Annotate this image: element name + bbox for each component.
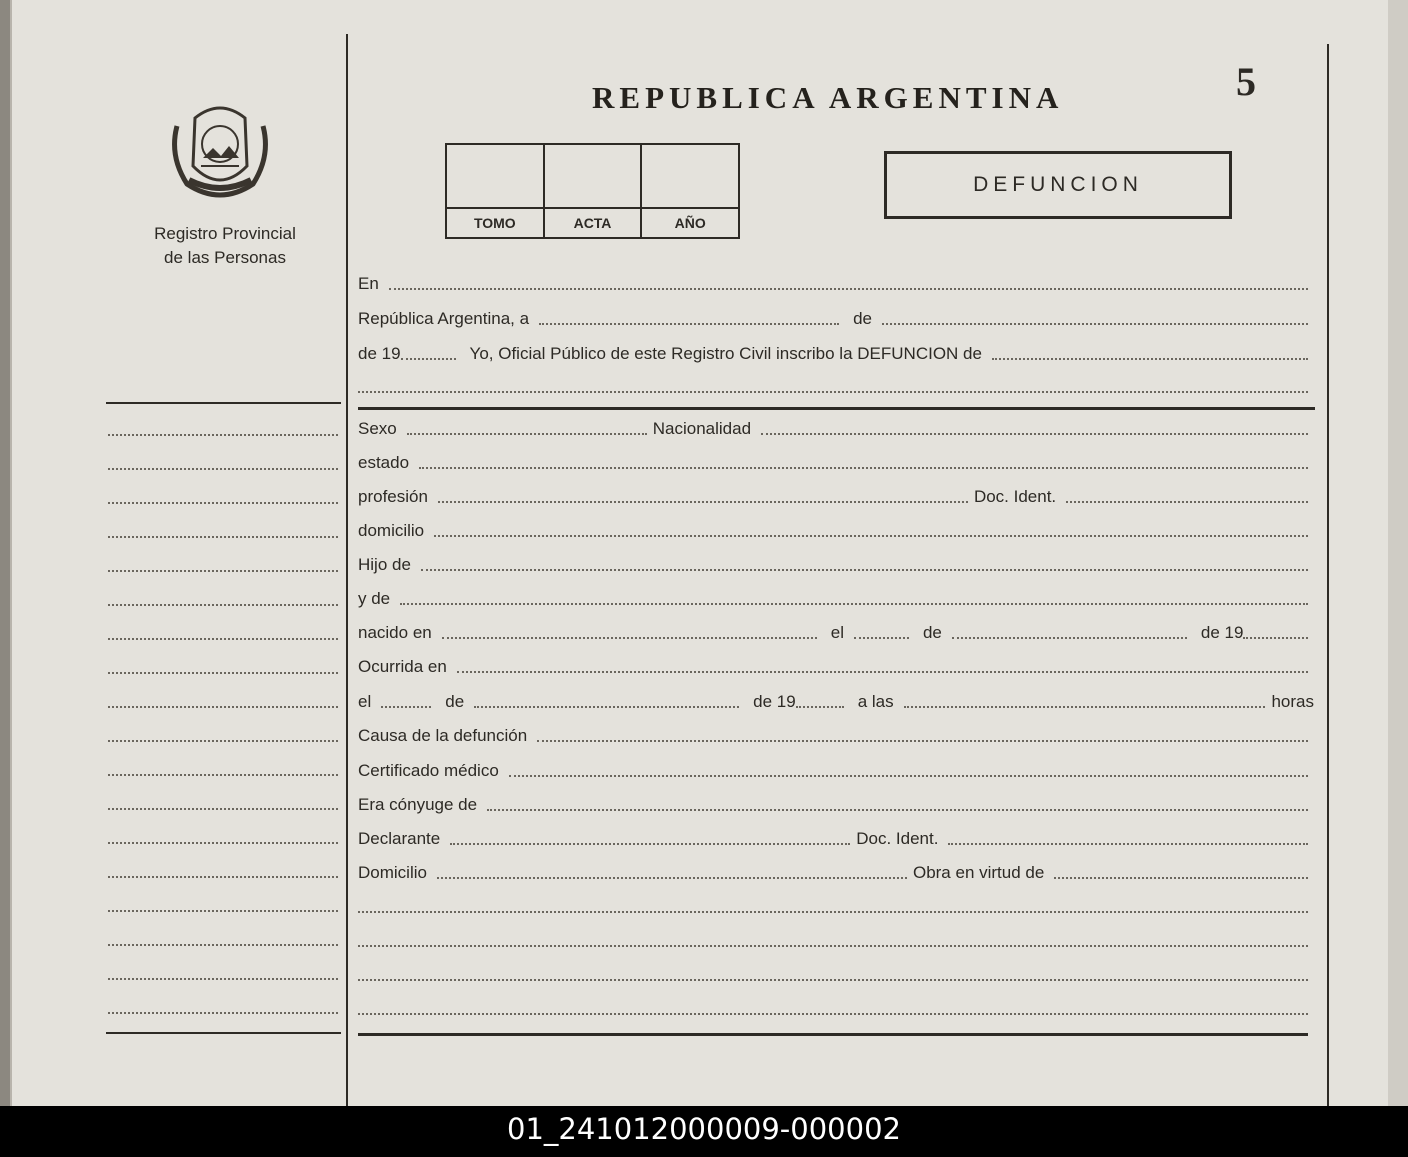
- declarante-doc-field[interactable]: [948, 843, 1308, 845]
- ocurrida-row: [358, 653, 1314, 681]
- nacido-en-label: nacido en: [358, 623, 432, 642]
- margin-line[interactable]: [108, 808, 338, 810]
- nacionalidad-label: Nacionalidad: [652, 419, 752, 438]
- margin-line[interactable]: [108, 502, 338, 504]
- intro-en-row: [358, 270, 1314, 298]
- margin-line[interactable]: [108, 1012, 338, 1014]
- obra-label: Obra en virtud de: [912, 863, 1045, 882]
- y-de-label: y de: [358, 589, 391, 608]
- doc-ident-label: Doc. Ident.: [973, 487, 1057, 506]
- margin-line[interactable]: [108, 536, 338, 538]
- ocurrida-en-label: Ocurrida en: [358, 657, 447, 676]
- y-de-field[interactable]: [400, 603, 1308, 605]
- horas-label: horas: [1271, 692, 1314, 711]
- margin-line[interactable]: [108, 706, 338, 708]
- birth-day-field[interactable]: [854, 637, 909, 639]
- certificado-row: [358, 757, 1314, 785]
- deceased-name-continuation-field[interactable]: [358, 391, 1308, 393]
- margin-line[interactable]: [108, 910, 338, 912]
- en-field[interactable]: [389, 288, 1308, 290]
- image-caption: 01_241012000009-000002: [0, 1106, 1408, 1157]
- doc-ident-field[interactable]: [1066, 501, 1308, 503]
- blank-row: [358, 893, 1314, 921]
- margin-line[interactable]: [108, 978, 338, 980]
- declarante-label: Declarante: [358, 829, 441, 848]
- de-label: de: [922, 623, 942, 642]
- estado-label: estado: [358, 453, 410, 472]
- hijo-de-field[interactable]: [421, 569, 1308, 571]
- de-19-label: de 19: [1200, 623, 1244, 642]
- death-day-field[interactable]: [381, 706, 431, 708]
- conyuge-label: Era cónyuge de: [358, 795, 478, 814]
- hijo-de-row: [358, 551, 1314, 579]
- nacido-row: [358, 619, 1314, 647]
- margin-line[interactable]: [108, 774, 338, 776]
- causa-label: Causa de la defunción: [358, 726, 528, 745]
- province-seal-icon: [165, 96, 275, 206]
- certificado-field[interactable]: [509, 775, 1308, 777]
- intro-continuation-row: [358, 373, 1314, 401]
- year-prefix-label: de 19: [358, 344, 401, 363]
- republica-label: República Argentina, a: [358, 309, 530, 328]
- blank-row: [358, 995, 1314, 1023]
- domicilio-row: [358, 517, 1314, 545]
- record-boxes: [445, 143, 740, 239]
- margin-line[interactable]: [108, 876, 338, 878]
- de-19-label: de 19: [753, 692, 796, 711]
- obra-field[interactable]: [1054, 877, 1308, 879]
- el-label: el: [358, 692, 372, 711]
- a-las-label: a las: [857, 692, 894, 711]
- document-title: REPUBLICA ARGENTINA: [592, 80, 1064, 115]
- declarante-doc-label: Doc. Ident.: [856, 829, 939, 848]
- deceased-name-field[interactable]: [992, 358, 1308, 360]
- record-type-box: DEFUNCION: [884, 151, 1232, 219]
- declarante-domicilio-field[interactable]: [437, 877, 907, 879]
- profesion-field[interactable]: [438, 501, 968, 503]
- ano-label: AÑO: [642, 207, 738, 237]
- estado-field[interactable]: [419, 467, 1308, 469]
- right-rule: [1327, 44, 1329, 1106]
- el-label: el: [830, 623, 844, 642]
- de-label: de: [853, 309, 872, 328]
- acta-label: ACTA: [545, 207, 641, 237]
- intro-inscribo-row: [358, 340, 1314, 368]
- death-year-field[interactable]: [796, 706, 844, 708]
- blank-row: [358, 927, 1314, 955]
- birth-year-field[interactable]: [1243, 637, 1308, 639]
- estado-row: [358, 449, 1314, 477]
- margin-rule: [346, 34, 348, 1106]
- margin-line[interactable]: [108, 944, 338, 946]
- nacido-en-field[interactable]: [442, 637, 817, 639]
- margin-line[interactable]: [108, 842, 338, 844]
- nacionalidad-field[interactable]: [761, 433, 1308, 435]
- declarante-row: [358, 825, 1314, 853]
- domicilio-label: domicilio: [358, 521, 425, 540]
- margin-line[interactable]: [108, 740, 338, 742]
- de-label: de: [445, 692, 465, 711]
- ocurrida-en-field[interactable]: [457, 671, 1308, 673]
- profesion-row: [358, 483, 1314, 511]
- margin-line[interactable]: [108, 434, 338, 436]
- conyuge-field[interactable]: [487, 809, 1308, 811]
- death-month-field[interactable]: [474, 706, 739, 708]
- certificado-label: Certificado médico: [358, 761, 499, 780]
- causa-field[interactable]: [537, 740, 1308, 742]
- fecha-hora-row: [358, 688, 1314, 716]
- declarante-field[interactable]: [450, 843, 850, 845]
- margin-line[interactable]: [108, 570, 338, 572]
- sexo-row: [358, 415, 1314, 443]
- section-rule-right: [358, 407, 1315, 410]
- inscribo-label: Yo, Oficial Público de este Registro Civil inscribo la DEFUNCION de: [469, 344, 982, 363]
- en-label: En: [358, 274, 379, 293]
- blank-line[interactable]: [358, 945, 1308, 947]
- intro-republica-row: [358, 305, 1314, 333]
- margin-line[interactable]: [108, 672, 338, 674]
- profesion-label: profesión: [358, 487, 428, 506]
- conyuge-row: [358, 791, 1314, 819]
- y-de-row: [358, 585, 1314, 613]
- domicilio2-row: [358, 859, 1314, 887]
- tomo-label: TOMO: [447, 207, 543, 237]
- declarante-domicilio-label: Domicilio: [358, 863, 427, 882]
- margin-line[interactable]: [108, 638, 338, 640]
- page-number: 5: [1236, 59, 1256, 104]
- month-field[interactable]: [882, 323, 1308, 325]
- page-edge: [1388, 0, 1408, 1106]
- sexo-label: Sexo: [358, 419, 397, 438]
- blank-row: [358, 961, 1314, 989]
- margin-line[interactable]: [108, 604, 338, 606]
- domicilio-field[interactable]: [434, 535, 1308, 537]
- birth-month-field[interactable]: [952, 637, 1187, 639]
- bottom-rule-right: [358, 1033, 1308, 1036]
- sexo-field[interactable]: [407, 433, 647, 435]
- margin-line[interactable]: [108, 468, 338, 470]
- bottom-rule-left: [106, 1032, 341, 1034]
- tomo-box[interactable]: [447, 145, 545, 237]
- day-field[interactable]: [539, 323, 839, 325]
- hijo-de-label: Hijo de: [358, 555, 411, 574]
- registry-name: [120, 222, 330, 270]
- blank-line[interactable]: [358, 979, 1308, 981]
- registry-line-2: de las Personas: [164, 248, 286, 267]
- blank-line[interactable]: [358, 911, 1308, 913]
- blank-line[interactable]: [358, 1013, 1308, 1015]
- acta-box[interactable]: [545, 145, 643, 237]
- section-rule-left: [106, 402, 341, 404]
- registry-line-1: Registro Provincial: [154, 224, 296, 243]
- hour-field[interactable]: [904, 706, 1266, 708]
- ano-box[interactable]: [642, 145, 738, 237]
- causa-row: [358, 722, 1314, 750]
- year-field[interactable]: [401, 358, 456, 360]
